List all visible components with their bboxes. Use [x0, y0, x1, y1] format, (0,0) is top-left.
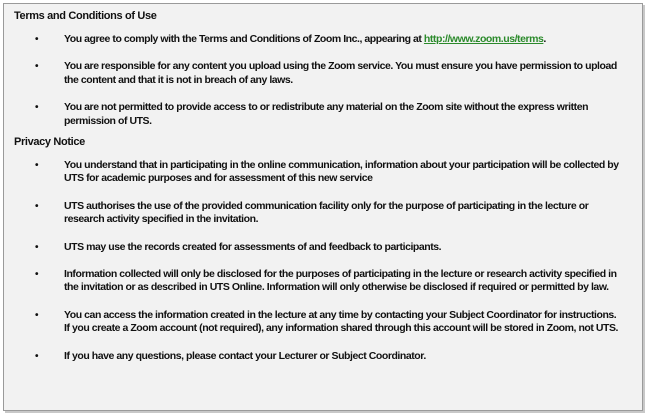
- list-item: [14, 101, 632, 128]
- bullet-icon: •: [35, 241, 39, 253]
- bullet-icon: •: [35, 61, 39, 73]
- bullet-icon: •: [35, 34, 39, 45]
- bullet-icon: •: [35, 309, 39, 321]
- privacy-item-text: UTS may use the records created for assessments of and feedback to participants.: [64, 240, 442, 253]
- notice-content: [4, 4, 642, 363]
- privacy-item-text: You understand that in participating in the online communication, information about your participation will be collected by UTS for academic purposes and for assessment of this new service: [64, 159, 619, 185]
- bullet-icon: •: [35, 160, 39, 172]
- privacy-item-text: UTS authorises the use of the provided communication facility only for the purpose of participating in the lecture or research activity specified in the invitation.: [64, 199, 589, 226]
- privacy-item-text: You can access the information created in the lecture at any time by contacting your Subject Coordinator for instructions. If you create a Zoom account (not required), any information shared through this account will be stored in Zoom, not UTS.: [64, 308, 619, 335]
- list-item: [14, 268, 632, 295]
- list-item: [14, 200, 632, 227]
- bullet-icon: •: [35, 269, 39, 281]
- list-item: [14, 60, 632, 87]
- terms-list: [14, 33, 632, 128]
- terms-heading: Terms and Conditions of Use: [14, 10, 157, 22]
- terms-item-text-end: .: [543, 33, 546, 45]
- notice-panel: [3, 3, 643, 411]
- privacy-item-text: If you have any questions, please contact your Lecturer or Subject Coordinator.: [64, 349, 426, 362]
- list-item: [14, 33, 632, 46]
- bullet-icon: •: [35, 350, 39, 362]
- privacy-list: [14, 159, 632, 363]
- privacy-item-text: Information collected will only be disclosed for the purposes of participating in the lecture or research activity specified in the invitation or as described in UTS Online. Information will only otherwise be disclosed if required or permitted by law.: [64, 268, 617, 294]
- bullet-icon: •: [35, 200, 39, 212]
- terms-item-text: You are not permitted to provide access to or redistribute any material on the Zoom site without the express written permission of UTS.: [64, 101, 589, 127]
- zoom-terms-link[interactable]: http://www.zoom.us/terms: [423, 33, 544, 45]
- list-item: [14, 241, 632, 254]
- terms-item-text: You agree to comply with the Terms and Conditions of Zoom Inc., appearing at: [64, 33, 424, 45]
- list-item: [14, 309, 632, 336]
- privacy-heading: Privacy Notice: [14, 136, 85, 149]
- list-item: [14, 350, 632, 363]
- list-item: [14, 159, 632, 186]
- terms-item-text: You are responsible for any content you upload using the Zoom service. You must ensure you have permission to upload the content and that it is not in breach of any laws.: [64, 60, 617, 86]
- bullet-icon: •: [35, 102, 39, 114]
